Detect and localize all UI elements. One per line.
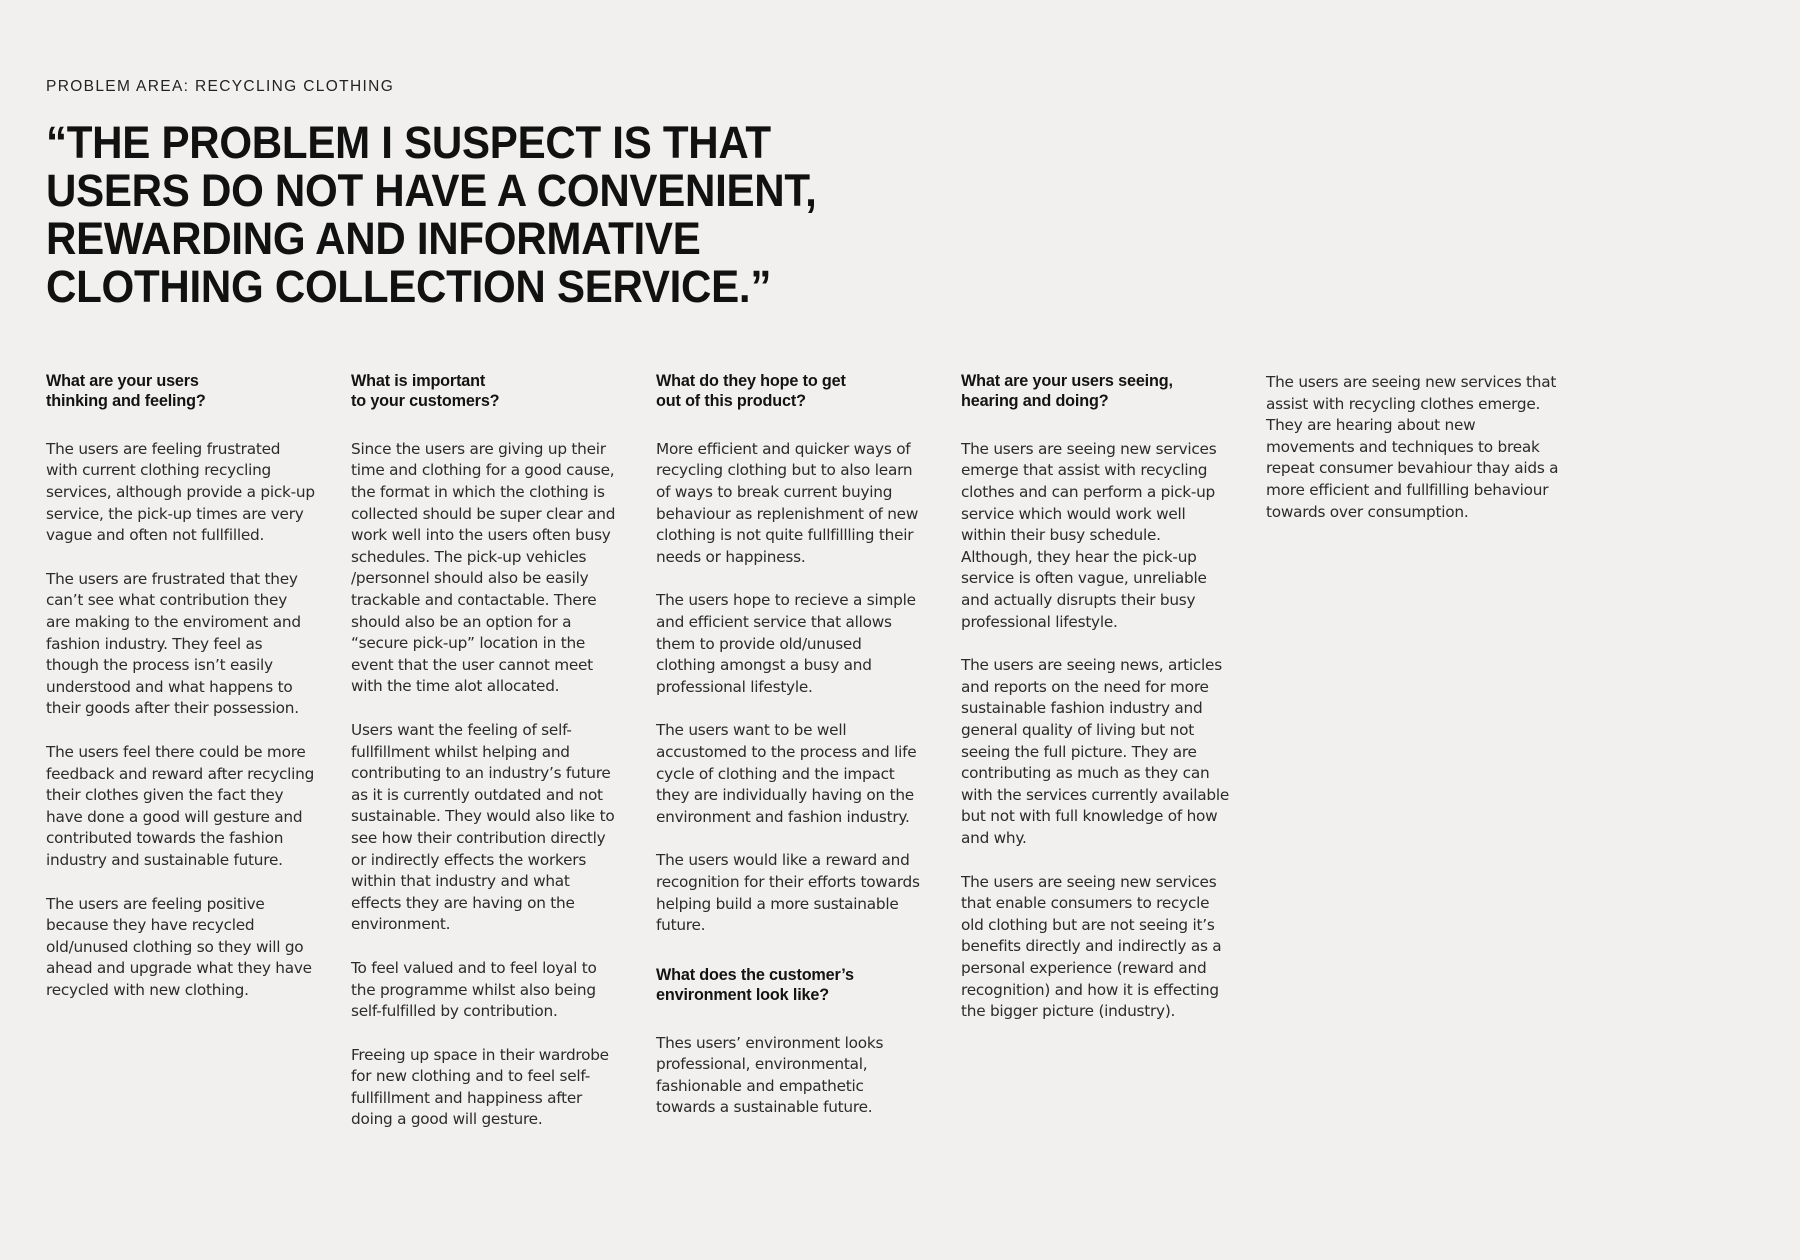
column-paragraph: The users are feeling frustrated with current clothing recycling services, although provide a pick-up service, the pick-up times are very vague and often not fullfilled. <box>46 439 315 545</box>
page-title <box>46 116 1028 313</box>
column-paragraph: The users would like a reward and recognition for their efforts towards helping build a more sustainable future. <box>656 851 920 935</box>
column-paragraph: Since the users are giving up their time and clothing for a good cause, the format in which the clothing is collected should be super clear and work well into the users often busy schedules. The pick-up vehicles /personnel should also be easily trackable and contactable. There should also be an option for a “secure pick-up” location in the event that the user cannot meet with the time alot allocated. <box>351 439 616 696</box>
column-paragraph: More efficient and quicker ways of recycling clothing but to also learn of ways to break current buying behaviour as replenishment of new clothing is not quite fullfillling their needs or happiness. <box>656 439 919 566</box>
column-paragraph: The users are frustrated that they can’t see what contribution they are making to the enviroment and fashion industry. They feel as though the process isn’t easily understood and what happens to their goods after their possession. <box>46 569 301 718</box>
column-paragraph: The users hope to recieve a simple and efficient service that allows them to provide old/unused clothing amongst a busy and professional lifestyle. <box>656 591 916 696</box>
column-subheading-customer-environment <box>656 966 925 1006</box>
column-users-thinking-feeling <box>46 372 351 1131</box>
headline-line-1: “THE PROBLEM I SUSPECT IS THAT <box>46 116 771 168</box>
column-paragraph: The users want to be well accustomed to the process and life cycle of clothing and the impact they are individually having on the environment and fashion industry. <box>656 721 917 826</box>
column-heading <box>351 372 620 412</box>
column-heading-line-2: thinking and feeling? <box>46 391 206 410</box>
column-heading-line-1: What are your users <box>46 372 199 390</box>
column-heading <box>961 372 1230 412</box>
headline-line-2: USERS DO NOT HAVE A CONVENIENT, <box>46 164 817 216</box>
empathy-map-columns <box>46 372 1770 1131</box>
slide-header <box>0 78 1800 311</box>
column-overflow-notes <box>1266 372 1576 1131</box>
column-paragraph: The users feel there could be more feedback and reward after recycling their clothes given the fact they have done a good will gesture and contributed towards the fashion industry and sustainable future. <box>46 742 315 869</box>
column-paragraph: The users are seeing new services emerge that assist with recycling clothes and can perform a pick-up service which would work well within their busy schedule. Although, they hear the pick-up service is often vague, unreliable and actually disrupts their busy professional lifestyle. <box>961 439 1217 631</box>
column-important-to-customers <box>351 372 656 1131</box>
column-paragraph: Users want the feeling of self-fullfillment whilst helping and contributing to an industry’s future as it is currently outdated and not sustainable. They would also like to see how their contribution directly or indirectly effects the workers within that industry and what effects they are having on the environment. <box>351 720 615 934</box>
column-seeing-hearing-doing <box>961 372 1266 1131</box>
column-heading-line-1: What do they hope to get <box>656 372 846 390</box>
column-heading-line-2: hearing and doing? <box>961 391 1109 410</box>
column-heading-line-1: What is important <box>351 372 486 390</box>
headline-line-3: REWARDING AND INFORMATIVE <box>46 212 701 264</box>
column-paragraph: The users are seeing new services that assist with recycling clothes emerge. They are hearing about new movements and techniques to break repeat consumer bevahiour thay aids a more efficient and fullfilling behaviour towards over consumption. <box>1266 373 1559 521</box>
column-hope-to-get <box>656 372 961 1131</box>
problem-area-eyebrow: PROBLEM AREA: RECYCLING CLOTHING <box>46 78 395 95</box>
column-paragraph: The users are seeing news, articles and reports on the need for more sustainable fashion industry and general quality of living but not seeing the full picture. They are contributing as much as they can with the services currently available but not with full knowledge of how and why. <box>961 656 1230 847</box>
headline-line-4: CLOTHING COLLECTION SERVICE.” <box>46 261 772 313</box>
column-paragraph: Thes users’ environment looks professional, environmental, fashionable and empathetic towards a sustainable future. <box>656 1033 884 1117</box>
column-subheading-line-2: environment look like? <box>656 985 830 1004</box>
column-paragraph: To feel valued and to feel loyal to the programme whilst also being self-fulfilled by contribution. <box>351 958 597 1021</box>
column-paragraph: The users are feeling positive because they have recycled old/unused clothing so they will go ahead and upgrade what they have recycled with new clothing. <box>46 894 312 999</box>
column-heading <box>656 372 925 412</box>
column-subheading-line-1: What does the customer’s <box>656 965 854 984</box>
column-heading-line-2: out of this product? <box>656 391 806 410</box>
column-paragraph: Freeing up space in their wardrobe for new clothing and to feel self-fullfillment and happiness after doing a good will gesture. <box>351 1045 609 1129</box>
column-heading-line-1: What are your users seeing, <box>961 372 1173 390</box>
column-heading <box>46 372 315 412</box>
column-heading-line-2: to your customers? <box>351 391 500 410</box>
column-paragraph: The users are seeing new services that enable consumers to recycle old clothing but are not seeing it’s benefits directly and indirectly as a personal experience (reward and recognition) and how it is effecting the bigger picture (industry). <box>961 872 1222 1021</box>
